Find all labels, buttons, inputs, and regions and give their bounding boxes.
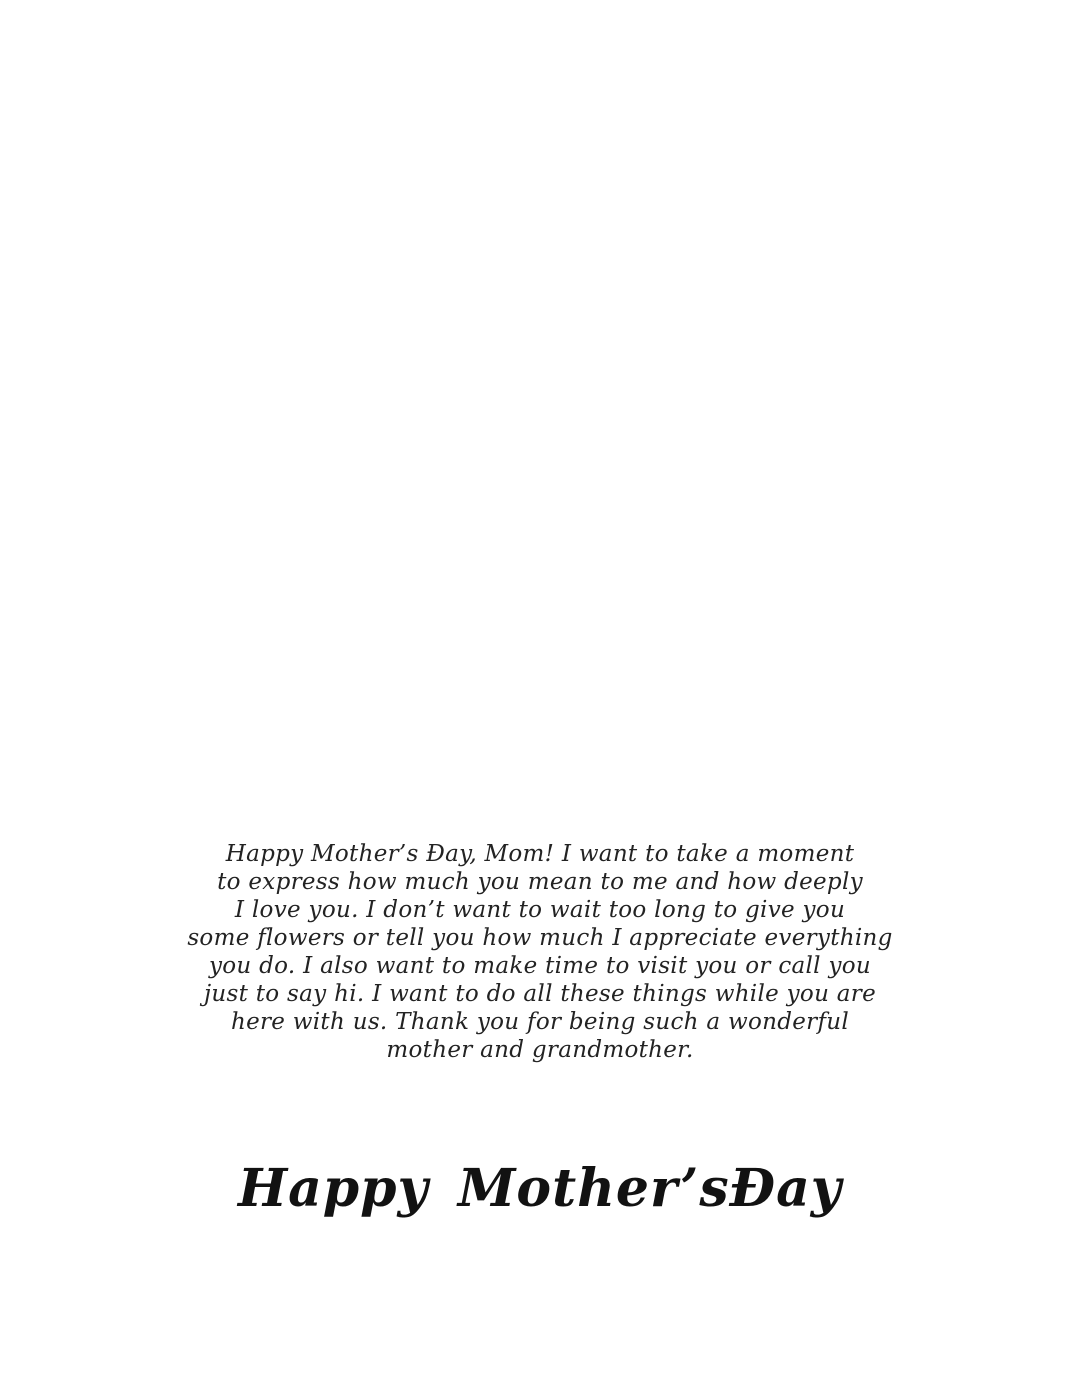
message-line: to express how much you mean to me and how deeply — [217, 869, 863, 895]
message-line: some flowers or tell you how much I appreciate everything — [187, 925, 893, 951]
message-line: here with us. Thank you for being such a wonderful — [230, 1009, 850, 1035]
message-line: mother and grandmother. — [386, 1037, 694, 1063]
message-line: just to say hi. I want to do all these things while you are — [203, 981, 877, 1007]
message-line: Happy Mother’s Đay, Mom! I want to take a moment — [225, 841, 855, 867]
card-heading: Happy Mother’sĐay — [237, 1158, 843, 1219]
card-message — [0, 840, 1080, 1064]
message-line: you do. I also want to make time to visit you or call you — [208, 953, 871, 979]
message-line: I love you. I don’t want to wait too long to give you — [234, 897, 846, 923]
